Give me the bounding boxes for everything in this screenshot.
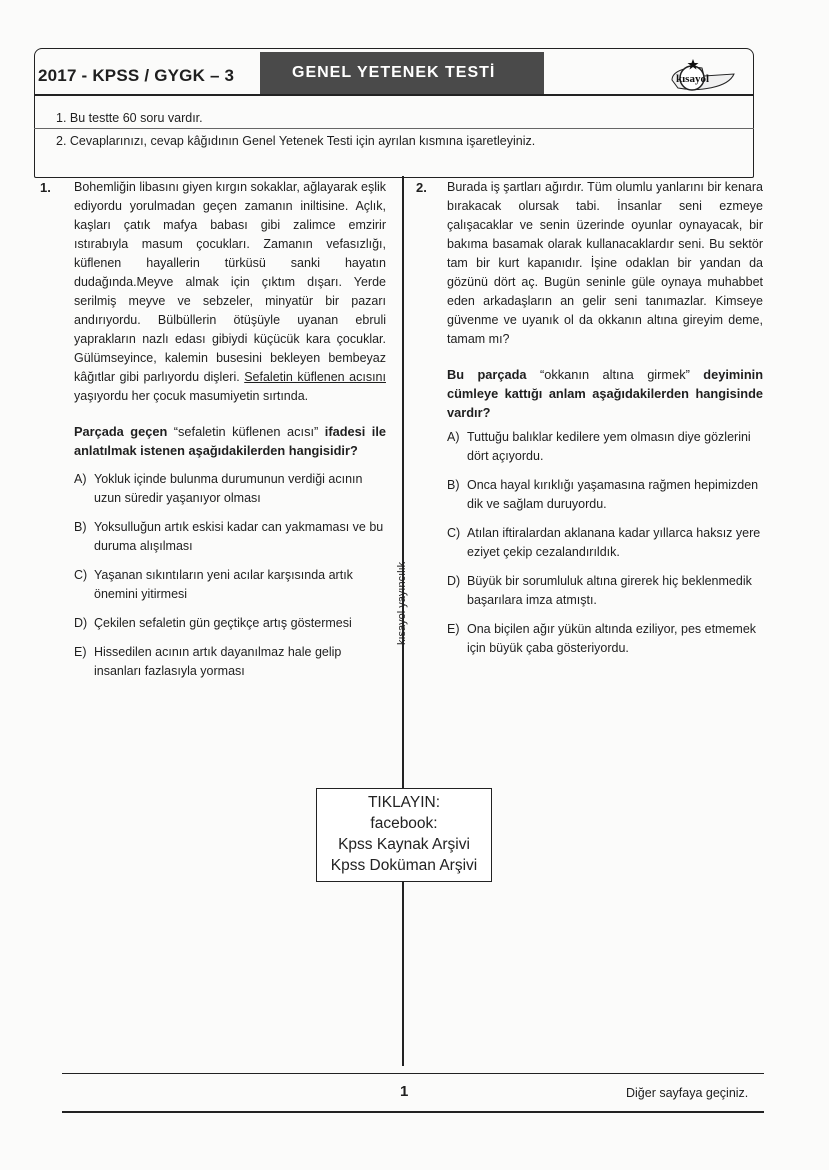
- instruction-2: 2. Cevaplarınızı, cevap kâğıdının Genel Yetenek Testi için ayrılan kısmına işaretleyiniz.: [56, 134, 536, 148]
- option-text: Yaşanan sıkıntıların yeni acılar karşısında artık önemini yitirmesi: [94, 568, 353, 601]
- option-letter: D): [74, 616, 88, 630]
- publisher-name: kısayol yayıncılık: [396, 561, 408, 645]
- exam-title: 2017 - KPSS / GYGK – 3: [38, 66, 235, 85]
- header-rule: [34, 94, 754, 96]
- option-a[interactable]: [447, 428, 765, 466]
- facebook-promo-box[interactable]: [316, 788, 492, 882]
- option-letter: D): [447, 574, 461, 588]
- option-d[interactable]: [74, 614, 392, 633]
- option-letter: C): [74, 568, 88, 582]
- promo-line-facebook: facebook:: [370, 815, 438, 832]
- option-a[interactable]: [74, 470, 392, 508]
- option-e[interactable]: [74, 643, 392, 681]
- option-text: Büyük bir sorumluluk altına girerek hiç beklenmedik başarılara imza atmıştı.: [467, 574, 752, 607]
- instruction-divider: [34, 128, 754, 129]
- option-text: Ona biçilen ağır yükün altında eziliyor, pes etmemek için büyük çaba gösteriyordu.: [467, 622, 757, 655]
- option-e[interactable]: [447, 620, 765, 658]
- promo-line-dokuman: Kpss Doküman Arşivi: [330, 857, 478, 874]
- option-text: Atılan iftiralardan aklanana kadar yıllarca haksız yere eziyet çekip cezalandırıldık.: [467, 526, 761, 559]
- instruction-1: 1. Bu testte 60 soru vardır.: [56, 111, 203, 125]
- question-2-stem: [447, 365, 763, 422]
- option-letter: A): [74, 472, 87, 486]
- section-banner: [260, 52, 544, 94]
- option-text: Onca hayal kırıklığı yaşamasına rağmen hepimizden dik ve sağlam duruyordu.: [467, 478, 759, 511]
- option-c[interactable]: [74, 566, 392, 604]
- passage-text-end: yaşıyordu her çocuk masumiyetin sırtında.: [74, 389, 309, 403]
- option-letter: E): [447, 622, 460, 636]
- option-text: Çekilen sefaletin gün geçtikçe artış göstermesi: [94, 616, 352, 630]
- option-letter: B): [74, 520, 87, 534]
- option-c[interactable]: [447, 524, 765, 562]
- next-page-note: Diğer sayfaya geçiniz.: [626, 1086, 749, 1100]
- option-letter: A): [447, 430, 460, 444]
- stem-bold-end: ifadesi ile anlatılmak istenen aşağıdakilerden hangisidir?: [74, 424, 387, 458]
- passage-text: Bohemliğin libasını giyen kırgın sokaklar, ağlayarak eşlik ediyordu yorulmadan geçen zamanın iniltisine. Açlık, kaşları çatık mafya babası gibi zalimce emzirir ıstırabıyla masum çocukları. Zamanın vefasızlığı, küflenen hayallerin türküsü sanki hayatın dudağında.Meyve almak için çıktım dışarı. Yerde serilmiş meyve ve sebzeler, minyatür bir pazarı andırıyordu. Bülbüllerin ötüşüyle uyanan ebruli yaprakların nazlı edası gibiydi küçücük kara çocuklar. Gülümseyince, kalemin busesini bekleyen bembeyaz kâğıtlar gibi parlıyordu dişleri.: [74, 180, 386, 384]
- footer-rule-bottom: [62, 1111, 764, 1113]
- publisher-vertical-text: [393, 545, 413, 645]
- question-2-options: [447, 428, 765, 668]
- option-letter: C): [447, 526, 461, 540]
- option-letter: B): [447, 478, 460, 492]
- option-text: Yokluk içinde bulunma durumunun verdiği acının uzun süredir yaşanıyor olması: [94, 472, 363, 505]
- page-number: 1: [400, 1083, 409, 1100]
- option-letter: E): [74, 645, 87, 659]
- footer-rule-top: [62, 1073, 764, 1074]
- stem-bold-start: Parçada geçen: [74, 424, 168, 439]
- option-text: Tuttuğu balıklar kedilere yem olmasın diye gözlerini dört açıyordu.: [467, 430, 751, 463]
- promo-line-kaynak: Kpss Kaynak Arşivi: [338, 836, 470, 853]
- question-number-1: 1.: [40, 180, 51, 195]
- logo-text: kısayol: [676, 73, 710, 85]
- promo-line-click: TIKLAYIN:: [367, 794, 441, 811]
- question-2-passage: Burada iş şartları ağırdır. Tüm olumlu yanlarını bir kenara bırakacak olursak tabi. İnsanlar seni ezmeye çalışacaklar ve senin üzerinde oyunlar oynayacak, bir bakıma basamak olarak kullanacaklardır seni. Bu sektör tam bir kurt kapanıdır. İşine odaklan bir yandan da gözünü dört aç. Bugün seninle güle oynaya muhabbet eden arkadaşların an gelir seni tanımazlar. Kimseye güvenme ve uyanık ol da okkanın altına gireyim deme, tamam mı?: [447, 180, 763, 346]
- stem-quote: “sefaletin küflenen acısı”: [173, 424, 319, 439]
- question-1-stem: [74, 422, 386, 460]
- stem-quote: “okkanın altına girmek”: [539, 367, 690, 382]
- option-b[interactable]: [447, 476, 765, 514]
- section-title: GENEL YETENEK TESTİ: [292, 64, 496, 81]
- option-d[interactable]: [447, 572, 765, 610]
- question-1-passage: [74, 178, 386, 406]
- passage-underlined-phrase: Sefaletin küflenen acısını: [244, 370, 386, 384]
- publisher-logo: [668, 58, 738, 94]
- option-text: Hissedilen acının artık dayanılmaz hale gelip insanları fazlasıyla yorması: [94, 645, 342, 678]
- stem-bold-end: deyiminin cümleye kattığı anlam aşağıdakilerden hangisinde vardır?: [447, 367, 764, 420]
- option-text: Yoksulluğun artık eskisi kadar can yakmaması ve bu duruma alışılması: [94, 520, 384, 553]
- stem-bold-start: Bu parçada: [447, 367, 527, 382]
- option-b[interactable]: [74, 518, 392, 556]
- question-number-2: 2.: [416, 180, 427, 195]
- question-1-options: [74, 470, 392, 691]
